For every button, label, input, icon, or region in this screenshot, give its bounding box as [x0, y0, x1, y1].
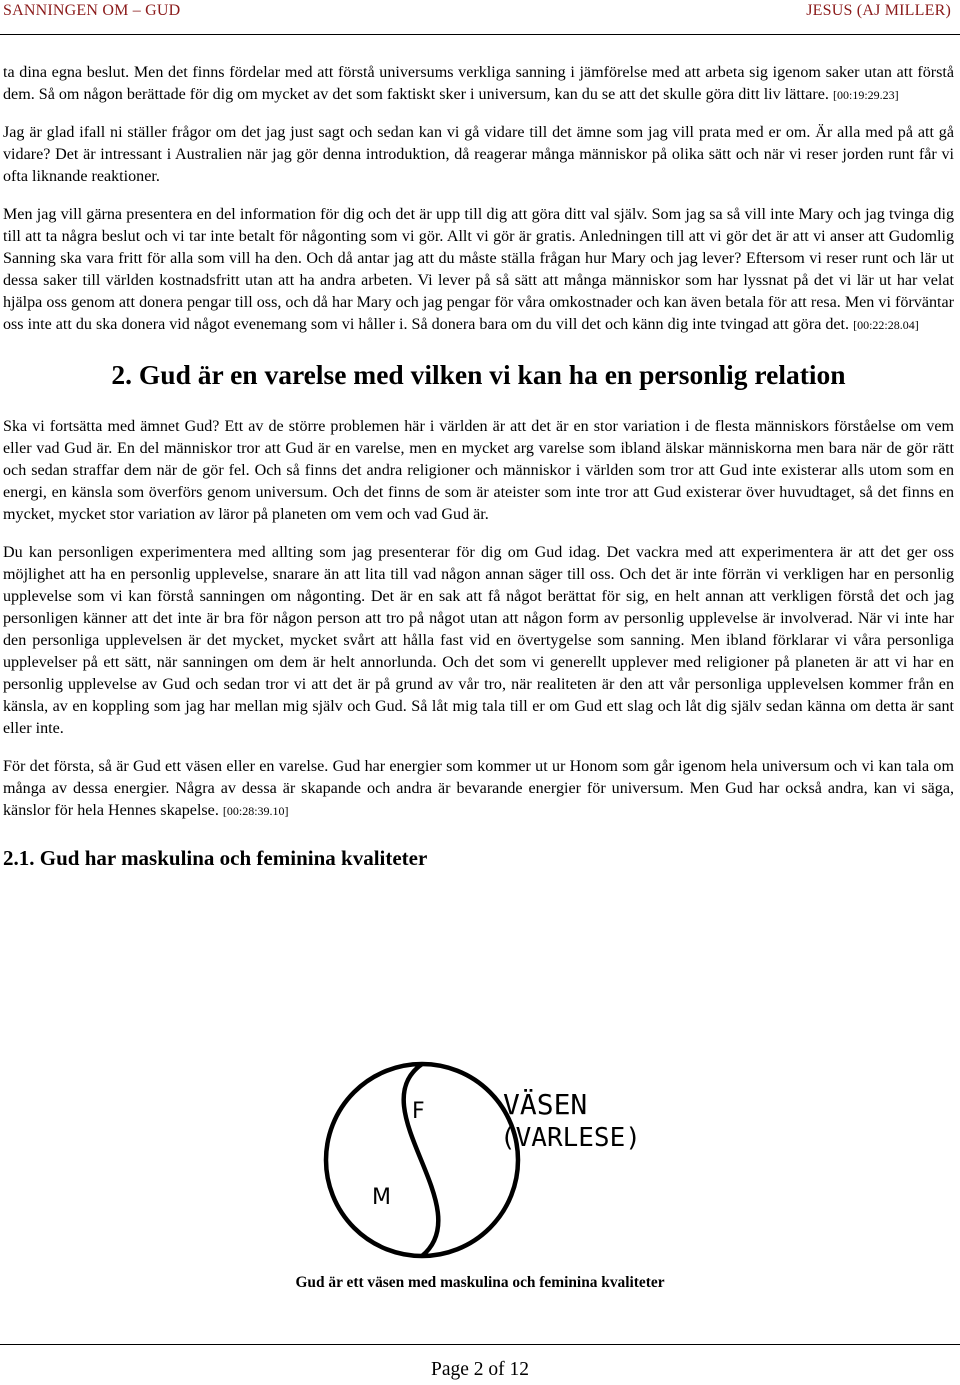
dividing-curve [404, 1064, 439, 1256]
section-heading: 2. Gud är en varelse med vilken vi kan ha en personlig relation [111, 359, 846, 390]
subsection-heading: 2.1. Gud har maskulina och feminina kvaliteter [3, 846, 428, 870]
paragraph-6-text: För det första, så är Gud ett väsen eller en varelse. Gud har energier som kommer ut ur Honom som går igenom hela universum och vi kan tala om många av dessa energier. Några av dessa är skapande och andra är bevarande energier för universum. Men Gud har också andra, kan vi säga, känslor för hela Hennes skapelse. [3, 758, 954, 819]
diagram-svg [320, 1058, 660, 1263]
page-header [0, 0, 960, 35]
timestamp: [00:22:28.04] [853, 318, 919, 332]
paragraph-3-text: Men jag vill gärna presentera en del information för dig och det är upp till dig att göra ditt val själv. Som jag sa så vill inte Mary och jag tvinga dig till att ta några beslut och vi tar inte betalt för någonting som vi gör. Allt vi gör är gratis. Anledningen till att vi gör det är att vi anser att Gudomlig Sanning ska vara fritt för alla som vill ha den. Och då antar jag att du måste ställa frågan hur Mary och jag lever? Eftersom vi reser runt och lär ut dessa saker till världen kostnadsfritt utan att ha andra arbeten. Vi lever på så sätt att många människor som har lyssnat på det vi lär ut har velat hjälpa oss genom att donera pengar till oss, och då har Mary och jag pengar för våra omkostnader och kan även betala för att resa. Men vi förväntar oss inte att du ska donera vid något evenemang som vi håller i. Så donera bara om du vill det och känn dig inte tvingad att göra det. [3, 206, 954, 333]
document-body [3, 62, 954, 872]
timestamp: [00:19:29.23] [832, 88, 899, 102]
paragraph-3 [3, 204, 954, 336]
paragraph-6 [3, 756, 954, 822]
paragraph-4: Ska vi fortsätta med ämnet Gud? Ett av de större problemen här i världen är att det är en stor variation i de flesta människors förståelse om vem eller vad Gud är. En del människor tror att Gud är en varelse, men en mycket arg varelse som ibland älskar människorna men bara när de gör rätt och sedan straffar dem när de gör fel. Och så finns det andra religioner och människor i världen som tror att Gud inte existerar alls utom som en energi, en känsla som överförs genom universum. Och det finns de som är ateister som inte tror att Gud existerar över huvudtaget, så det finns en mycket, mycket stor variation av läror på planeten om vem och vad Gud är. [3, 418, 954, 523]
page-footer [0, 1344, 960, 1385]
paragraph-1-text: ta dina egna beslut. Men det finns fördelar med att förstå universums verkliga sanning i jämförelse med att arbeta sig igenom saker utan att förstå dem. Så om någon berättade för dig om mycket av det som faktiskt sker i universum, kan du se att det skulle göra ditt liv lättare. [3, 64, 954, 103]
figure-caption: Gud är ett väsen med maskulina och feminina kvaliteter [295, 1274, 665, 1291]
header-author: JESUS (AJ MILLER) [806, 2, 951, 19]
yin-yang-diagram [320, 1058, 660, 1263]
label-varlese: (VARLESE) [500, 1123, 641, 1153]
paragraph-5: Du kan personligen experimentera med allting som jag presenterar för dig om Gud idag. Det vackra med att experimentera är att det ger oss möjlighet att ha en personlig upplevelse, snarare än att lita till vad någon annan säger till oss. Och det är inte förrän vi verkligen har en personlig upplevelse som vi kan förstå sanningen om någonting. Det är en sak att få något berättat för sig, en helt annan att verkligen förstå det och jag personligen känner att det inte är bra för någon person att tro på något utan att någon form av personlig upplevelse är involverad. När vi inte har den personliga upplevelsen är det mycket, mycket svårt att hålla fast vid en övertygelse som sanning. Men ibland förklarar vi våra personliga upplevelser på ett sätt, när sanningen om dem är helt annorlunda. Och det som vi generellt upplever med religioner på planeten är att vi har en personlig upplevelse av Gud och sedan tror vi att det är på grund av vår tro, när realiteten är den att vår personliga upplevelsen kommer från en känsla, av en koppling som jag har mellan mig själv och Gud. Så låt mig tala till er om Gud ett slag och låt dig själv sedan känna om detta är sant eller inte. [3, 544, 954, 737]
label-f: F [412, 1099, 425, 1124]
label-m: M [372, 1185, 391, 1210]
paragraph-2: Jag är glad ifall ni ställer frågor om det jag just sagt och sedan kan vi gå vidare till det ämne som jag vill prata med er om. Är alla med på att gå vidare? Det är intressant i Australien när jag gör denna introduktion, då reagerar många människor på olika sätt och när vi reser jorden runt får vi ofta liknande reaktioner. [3, 124, 954, 185]
timestamp: [00:28:39.10] [222, 804, 289, 818]
header-document-title: SANNINGEN OM – GUD [3, 2, 181, 19]
paragraph-1 [3, 62, 954, 106]
page-number: Page 2 of 12 [430, 1359, 530, 1380]
label-vasen: VÄSEN [503, 1088, 588, 1121]
